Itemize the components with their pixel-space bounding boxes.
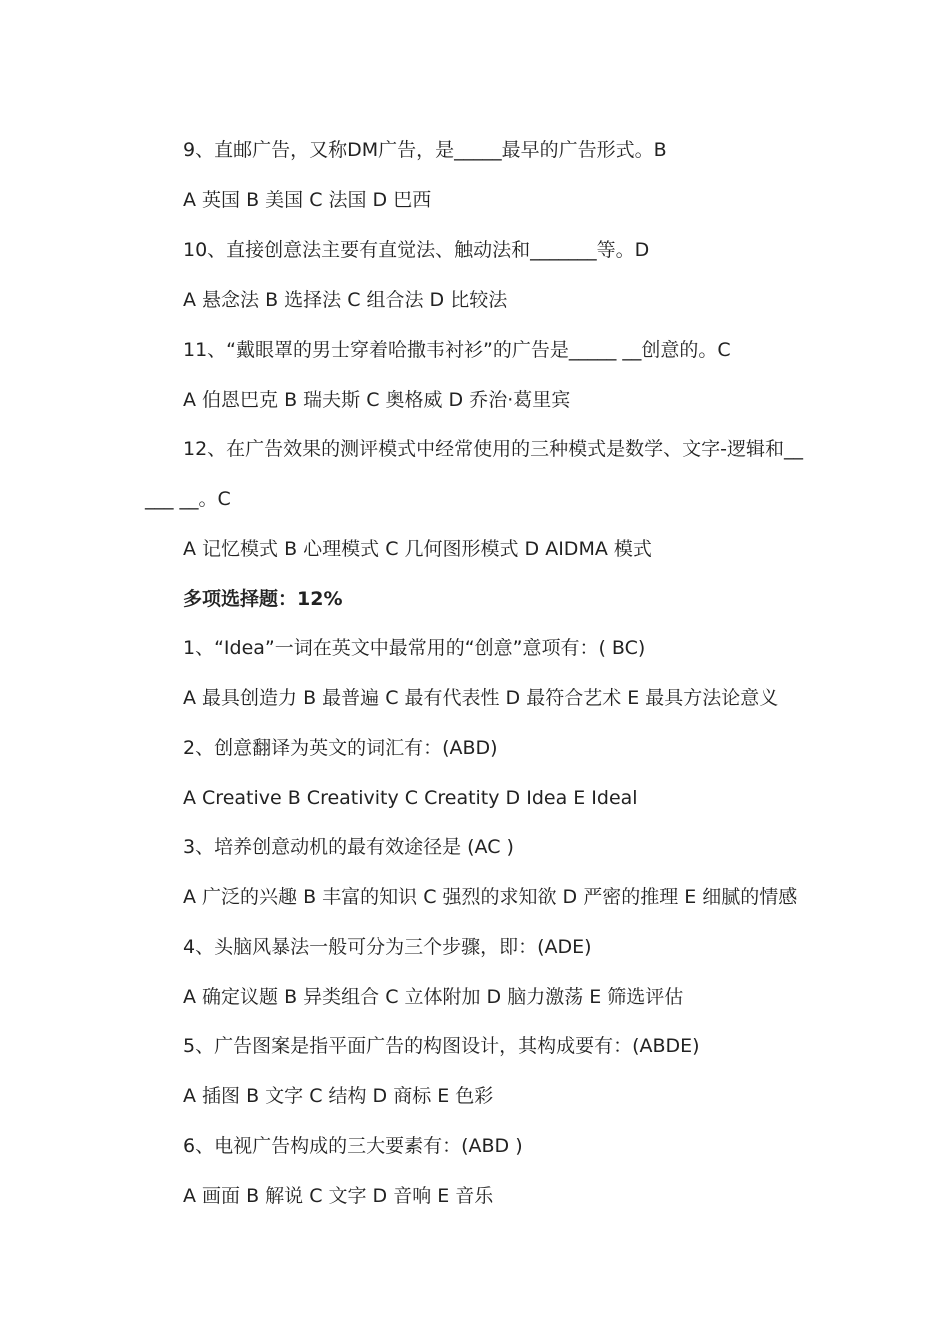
question-11-options: A 伯恩巴克 B 瑞夫斯 C 奥格威 D 乔治·葛里宾 — [183, 389, 571, 411]
question-12-options: A 记忆模式 B 心理模式 C 几何图形模式 D AIDMA 模式 — [183, 538, 652, 560]
question-10-options: A 悬念法 B 选择法 C 组合法 D 比较法 — [183, 289, 508, 311]
mc-question-3: 3、培养创意动机的最有效途径是 (AC ) — [183, 836, 514, 858]
question-12: 12、在广告效果的测评模式中经常使用的三种模式是数学、文字-逻辑和__ — [183, 438, 804, 460]
mc-question-1-options: A 最具创造力 B 最普遍 C 最有代表性 D 最符合艺术 E 最具方法论意义 — [183, 687, 779, 709]
mc-question-6-options: A 画面 B 解说 C 文字 D 音响 E 音乐 — [183, 1185, 494, 1207]
mc-question-2-options: A Creative B Creativity C Creatity D Idea E Ideal — [183, 787, 638, 809]
question-9-options: A 英国 B 美国 C 法国 D 巴西 — [183, 189, 432, 211]
question-11: 11、“戴眼罩的男士穿着哈撒韦衬衫”的广告是_____ __创意的。C — [183, 339, 731, 361]
mc-question-5-options: A 插图 B 文字 C 结构 D 商标 E 色彩 — [183, 1085, 494, 1107]
mc-question-2: 2、创意翻译为英文的词汇有：(ABD) — [183, 737, 498, 759]
question-9: 9、直邮广告，又称DM广告，是_____最早的广告形式。B — [183, 139, 667, 161]
section-heading-multiple-choice: 多项选择题：12% — [183, 588, 343, 610]
question-12-continuation: ___ __。C — [145, 488, 231, 510]
mc-question-4: 4、头脑风暴法一般可分为三个步骤，即：(ADE) — [183, 936, 592, 958]
mc-question-3-options: A 广泛的兴趣 B 丰富的知识 C 强烈的求知欲 D 严密的推理 E 细腻的情感 — [183, 886, 798, 908]
mc-question-6: 6、电视广告构成的三大要素有：(ABD ) — [183, 1135, 523, 1157]
question-10: 10、直接创意法主要有直觉法、触动法和_______等。D — [183, 239, 650, 261]
mc-question-1: 1、“Idea”一词在英文中最常用的“创意”意项有：( BC) — [183, 637, 646, 659]
mc-question-5: 5、广告图案是指平面广告的构图设计，其构成要有：(ABDE) — [183, 1035, 700, 1057]
mc-question-4-options: A 确定议题 B 异类组合 C 立体附加 D 脑力激荡 E 筛选评估 — [183, 986, 684, 1008]
